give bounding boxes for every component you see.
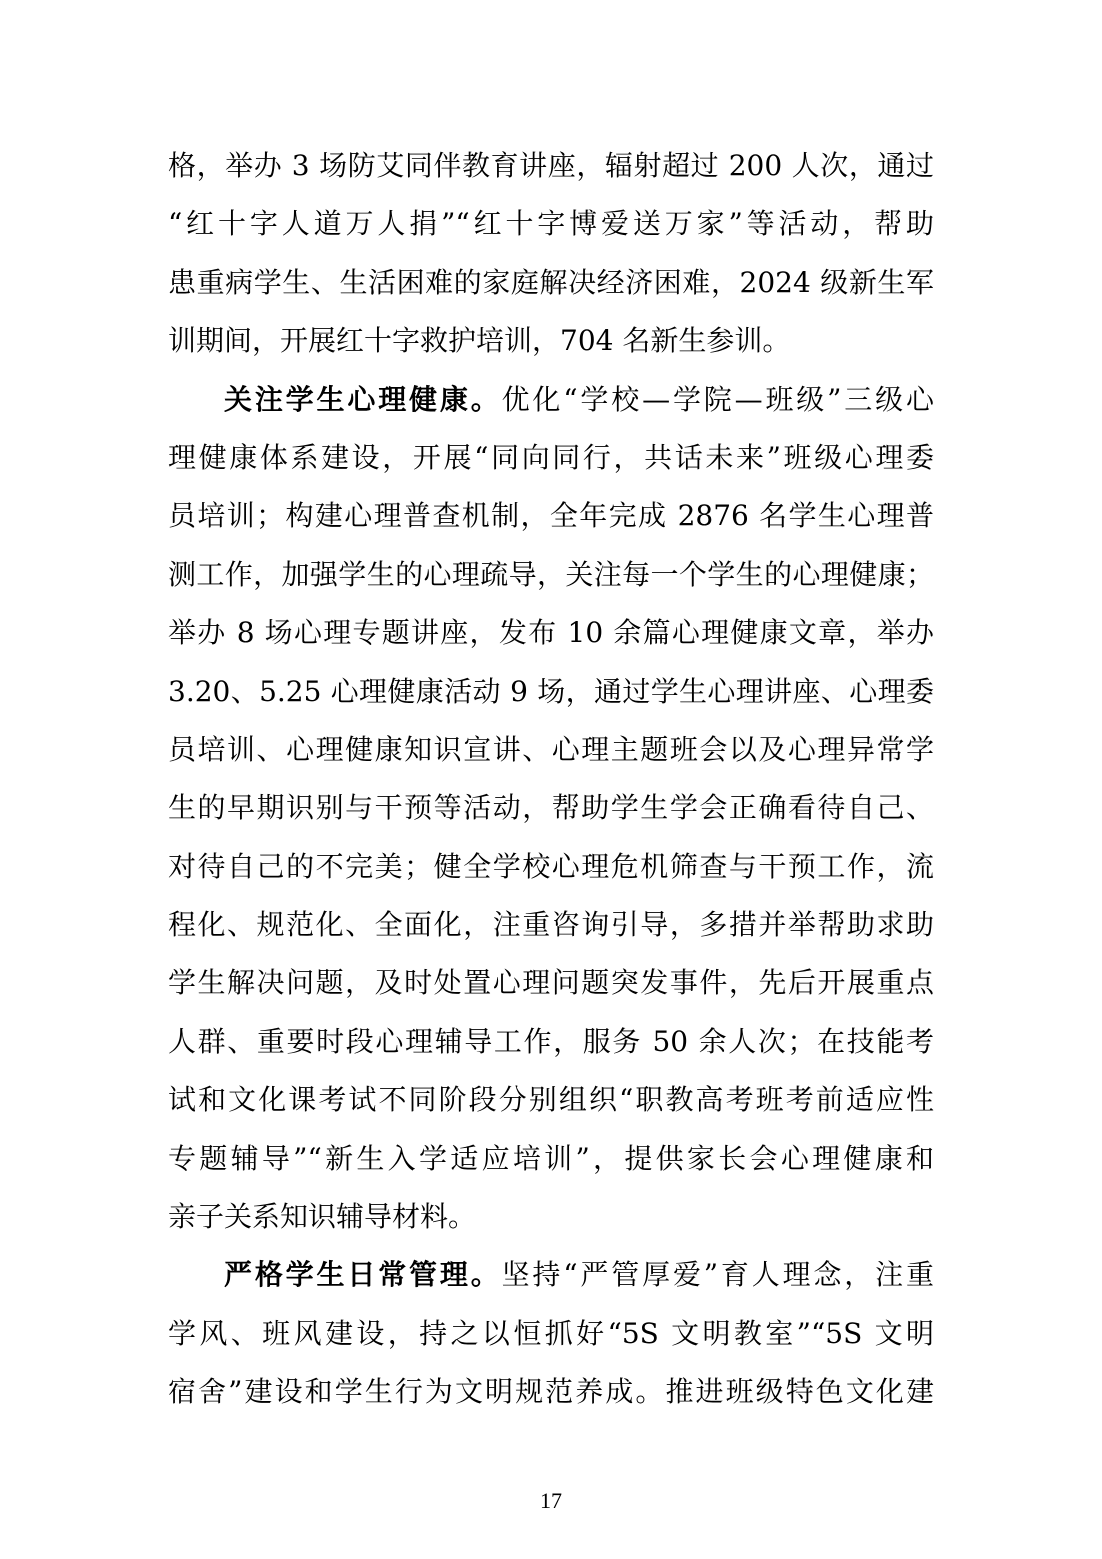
document-body	[168, 137, 934, 1422]
body-line: 专题辅导”“新生入学适应培训”，提供家长会心理健康和	[168, 1141, 934, 1175]
body-line: 宿舍”建设和学生行为文明规范养成。推进班级特色文化建	[168, 1375, 934, 1409]
body-line: 举办 8 场心理专题讲座，发布 10 余篇心理健康文章，举办	[168, 616, 934, 650]
body-line: 格，举办 3 场防艾同伴教育讲座，辐射超过 200 人次，通过	[168, 149, 934, 182]
paragraph-mental-health	[168, 371, 934, 1247]
body-line	[168, 1246, 934, 1304]
body-line: 生的早期识别与干预等活动，帮助学生学会正确看待自己、	[168, 791, 934, 825]
body-line: 3.20、5.25 心理健康活动 9 场，通过学生心理讲座、心理委	[168, 674, 934, 708]
page-number: 17	[540, 1488, 562, 1513]
body-line: 测工作，加强学生的心理疏导，关注每一个学生的心理健康；	[168, 557, 934, 591]
body-line: 患重病学生、生活困难的家庭解决经济困难，2024 级新生军	[168, 265, 934, 299]
body-text: 坚持“严管厚爱”育人理念，注重	[501, 1258, 934, 1292]
body-line: “红十字人道万人捐”“红十字博爱送万家”等活动，帮助	[168, 207, 934, 241]
paragraph-daily-management	[168, 1246, 934, 1421]
body-line: 理健康体系建设，开展“同向同行，共话未来”班级心理委	[168, 440, 934, 474]
body-line	[168, 371, 934, 429]
body-line: 员培训；构建心理普查机制，全年完成 2876 名学生心理普	[168, 499, 934, 533]
body-line: 对待自己的不完美；健全学校心理危机筛查与干预工作，流	[168, 849, 934, 883]
body-line: 学风、班风建设，持之以恒抓好“5S 文明教室”“5S 文明	[168, 1316, 934, 1350]
body-line: 亲子关系知识辅导材料。	[168, 1200, 477, 1234]
body-line: 人群、重要时段心理辅导工作，服务 50 余人次；在技能考	[168, 1024, 934, 1058]
body-line: 试和文化课考试不同阶段分别组织“职教高考班考前适应性	[168, 1083, 934, 1117]
paragraph-red-cross	[168, 137, 934, 371]
paragraph-heading: 严格学生日常管理。	[224, 1258, 502, 1292]
body-line: 程化、规范化、全面化，注重咨询引导，多措并举帮助求助	[168, 908, 934, 942]
body-text: 优化“学校—学院—班级”三级心	[501, 382, 934, 416]
paragraph-heading: 关注学生心理健康。	[224, 382, 502, 416]
body-line: 训期间，开展红十字救护培训，704 名新生参训。	[168, 324, 791, 358]
body-line: 学生解决问题，及时处置心理问题突发事件，先后开展重点	[168, 966, 934, 1000]
body-line: 员培训、心理健康知识宣讲、心理主题班会以及心理异常学	[168, 732, 934, 766]
